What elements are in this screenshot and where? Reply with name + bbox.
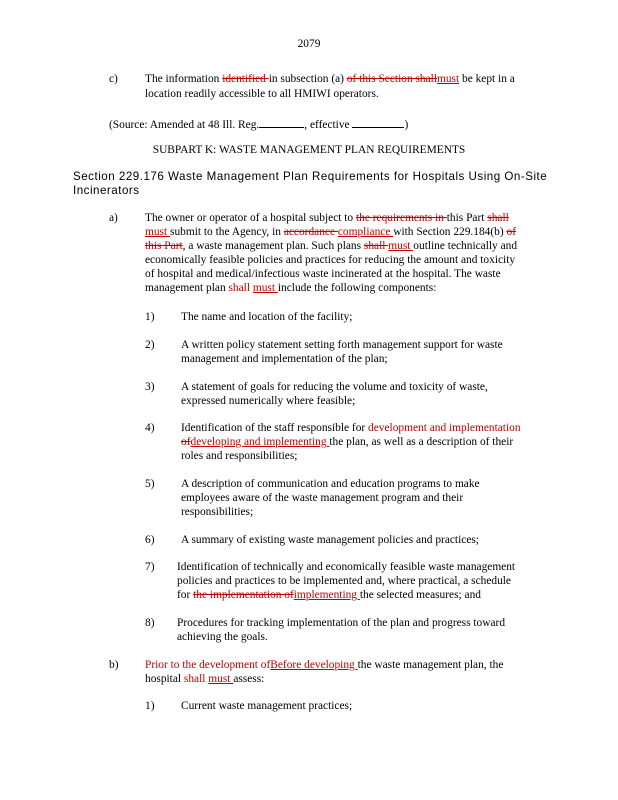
list-item-number: 5) [145,478,155,490]
list-item-text: Identification of technically and economically feasible waste management [177,561,516,573]
list-item-text: responsibilities; [181,506,254,518]
para-a-line5: of hospital and medical/infectious waste incinerated at the hospital. The waste [145,268,501,280]
para-a-line3: this Part, a waste management plan. Such plans shall must outline technically and [145,240,518,252]
section-heading-line1: Section 229.176 Waste Management Plan Requirements for Hospitals Using On-Site [73,170,548,183]
list-item-number: 4) [145,422,155,434]
list-item-number: 6) [145,534,155,546]
source-note: (Source: Amended at 48 Ill. Reg. , effective ) [109,116,408,132]
list-item-text: A summary of existing waste management policies and practices; [181,534,479,546]
page-number: 2079 [297,38,321,50]
list-item-text: Procedures for tracking implementation of the plan and progress toward [177,617,506,629]
item-c-line2: location readily accessible to all HMIWI operators. [145,88,379,100]
section-heading-line2: Incinerators [73,184,140,197]
para-a-line4: economically feasible policies and practices for reducing the amount and toxicity [145,254,516,266]
list-item-text: Current waste management practices; [181,700,353,712]
list-item-text: A written policy statement setting forth management support for waste [181,339,503,351]
list-item-number: 1) [145,700,155,712]
list-item-number: 3) [145,381,155,393]
list-item-number: 8) [145,617,155,629]
list-item-text: roles and responsibilities; [181,450,298,462]
para-b-line2: hospital shall must assess: [145,673,265,685]
list-item-text: expressed numerically where feasible; [181,395,356,407]
para-a-line1: The owner or operator of a hospital subject to the requirements in this Part shall [145,212,509,224]
list-item-text: for the implementation ofimplementing the selected measures; and [177,589,481,601]
list-item-number: 1) [145,311,155,323]
list-item-text: A statement of goals for reducing the volume and toxicity of waste, [181,381,488,393]
list-item-text: A description of communication and education programs to make [181,478,480,490]
para-a-line6: management plan shall must include the following components: [145,282,437,294]
list-item-text: achieving the goals. [177,631,268,643]
para-a-line2: must submit to the Agency, in accordance compliance with Section 229.184(b) of [145,226,516,238]
list-item-number: 7) [145,561,155,573]
list-item-number: 2) [145,339,155,351]
para-b-line1: Prior to the development ofBefore developing the waste management plan, the [145,659,504,671]
list-item-text: employees aware of the waste management program and their [181,492,464,504]
item-c-line1: The information identified in subsection (a) of this Section shallmust be kept in a [145,73,515,85]
list-item-text: ofdeveloping and implementing the plan, as well as a description of their [181,436,514,448]
list-item-text: Identification of the staff responsible for development and implementation [181,422,521,434]
list-item-text: policies and practices to be implemented and, where practical, a schedule [177,575,511,587]
list-item-text: management and implementation of the plan; [181,353,388,365]
para-b-label: b) [109,659,119,671]
list-item-text: The name and location of the facility; [181,311,353,323]
subpart-title: SUBPART K: WASTE MANAGEMENT PLAN REQUIREMENTS [152,144,466,156]
para-a-label: a) [109,212,118,224]
item-c-label: c) [109,73,118,85]
